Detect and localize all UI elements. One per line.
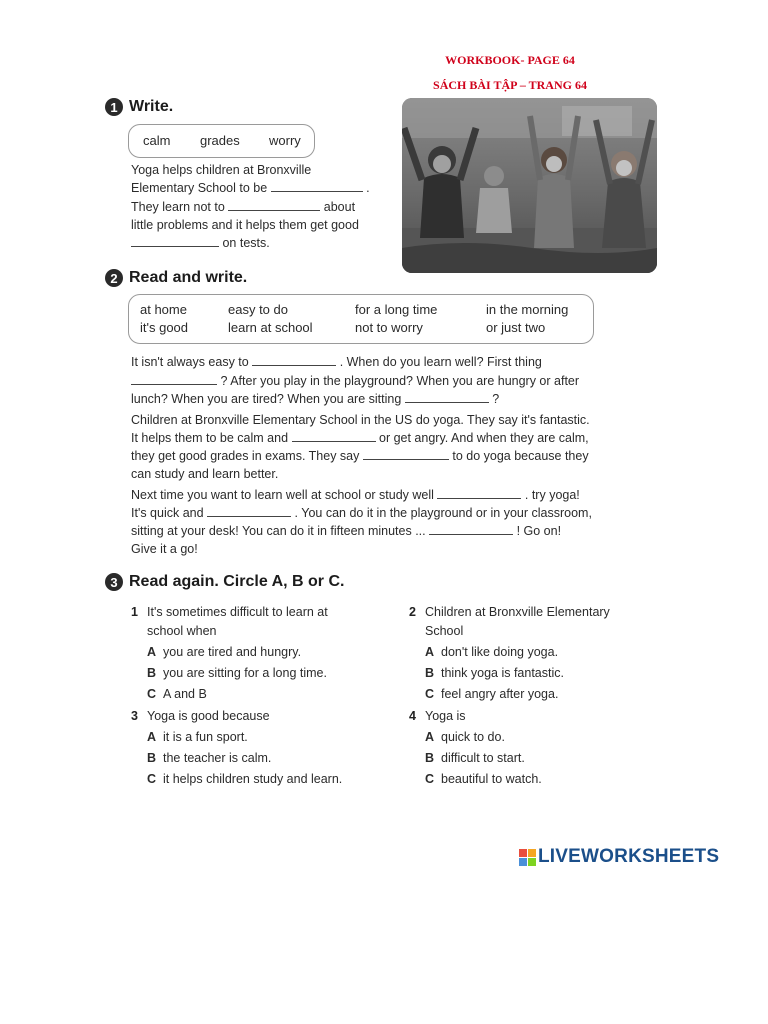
section3-heading	[105, 573, 344, 591]
answer-blank[interactable]	[271, 180, 363, 192]
section1-heading	[105, 98, 173, 116]
section2-title: Read and write.	[129, 269, 248, 286]
option-2b[interactable]: B think yoga is fantastic.	[425, 666, 564, 680]
section2-phrase-box	[128, 294, 594, 344]
header-vietnamese-page: SÁCH BÀI TẬP – TRANG 64	[433, 78, 587, 92]
section1-word-box	[128, 124, 315, 158]
s2-p1-line-1: It isn't always easy to . When do you learn well? First thing	[131, 355, 542, 369]
s2-p3-line-3: sitting at your desk! You can do it in fifteen minutes ... ! Go on!	[131, 524, 562, 538]
word-box-item: worry	[269, 133, 301, 148]
answer-blank[interactable]	[363, 448, 449, 460]
section3-title: Read again. Circle A, B or C.	[129, 573, 345, 590]
word-box-item: grades	[200, 133, 240, 148]
phrase-item: not to worry	[355, 320, 423, 335]
option-2c[interactable]: C feel angry after yoga.	[425, 687, 559, 701]
s2-p2-line-4: can study and learn better.	[131, 467, 279, 481]
s2-p3-line-1: Next time you want to learn well at school or study well . try yoga!	[131, 488, 580, 502]
phrase-item: easy to do	[228, 302, 288, 317]
s1-line-3: They learn not to about	[131, 200, 356, 214]
option-3a[interactable]: A it is a fun sport.	[147, 730, 248, 744]
answer-blank[interactable]	[405, 391, 489, 403]
question-text: It's sometimes difficult to learn at school when	[147, 605, 328, 638]
yoga-children-photo	[402, 98, 657, 273]
phrase-item: learn at school	[228, 320, 313, 335]
phrase-item: for a long time	[355, 302, 438, 317]
option-1c[interactable]: C A and B	[147, 687, 207, 701]
s2-p3-line-4: Give it a go!	[131, 542, 198, 556]
answer-blank[interactable]	[131, 235, 219, 247]
word-box-item: calm	[143, 133, 171, 148]
liveworksheets-logo-icon	[519, 849, 536, 866]
option-4c[interactable]: C beautiful to watch.	[425, 772, 542, 786]
answer-blank[interactable]	[429, 523, 513, 535]
s1-line-2: Elementary School to be .	[131, 181, 370, 195]
question-text: Yoga is	[425, 709, 466, 723]
s2-p1-line-2: ? After you play in the playground? When you are hungry or after	[131, 372, 579, 390]
option-2a[interactable]: A don't like doing yoga.	[425, 645, 559, 659]
s1-line-4: little problems and it helps them get good	[131, 218, 359, 232]
yoga-photo-illustration	[402, 98, 657, 273]
option-3b[interactable]: B the teacher is calm.	[147, 751, 272, 765]
s2-p2-line-1: Children at Bronxville Elementary School in the US do yoga. They say it's fantastic.	[131, 413, 590, 427]
liveworksheets-logo-text: LIVEWORKSHEETS	[538, 846, 720, 867]
answer-blank[interactable]	[228, 199, 320, 211]
s1-line-1: Yoga helps children at Bronxville	[131, 163, 312, 177]
s2-p3-line-2: It's quick and . You can do it in the playground or in your classroom,	[131, 506, 592, 520]
option-3c[interactable]: C it helps children study and learn.	[147, 772, 343, 786]
phrase-item: at home	[140, 302, 187, 317]
section1-number-badge: 1	[105, 98, 123, 116]
option-1b[interactable]: B you are sitting for a long time.	[147, 666, 327, 680]
liveworksheets-logo	[519, 846, 719, 868]
answer-blank[interactable]	[437, 487, 521, 499]
section2-heading	[105, 269, 247, 287]
answer-blank[interactable]	[252, 354, 336, 366]
question-text: Yoga is good because	[147, 709, 270, 723]
section2-number-badge: 2	[105, 269, 123, 287]
phrase-item: or just two	[486, 320, 546, 335]
question-number: 3	[131, 709, 138, 723]
option-4a[interactable]: A quick to do.	[425, 730, 505, 744]
option-1a[interactable]: A you are tired and hungry.	[147, 645, 302, 659]
section1-title: Write.	[129, 98, 174, 115]
s1-line-5: on tests.	[131, 234, 270, 252]
answer-blank[interactable]	[131, 373, 217, 385]
s2-p2-line-2: It helps them to be calm and or get angry. And when they are calm,	[131, 431, 589, 445]
question-text: Children at Bronxville Elementary School	[425, 605, 610, 638]
phrase-item: it's good	[140, 320, 189, 335]
option-4b[interactable]: B difficult to start.	[425, 751, 525, 765]
question-number: 2	[409, 605, 416, 619]
question-number: 1	[131, 605, 138, 619]
answer-blank[interactable]	[207, 505, 291, 517]
s2-p1-line-3: lunch? When you are tired? When you are sitting ?	[131, 392, 500, 406]
answer-blank[interactable]	[292, 430, 376, 442]
section3-number-badge: 3	[105, 573, 123, 591]
header-workbook-page: WORKBOOK- PAGE 64	[445, 53, 575, 67]
question-number: 4	[409, 709, 416, 723]
s2-p2-line-3: they get good grades in exams. They say to do yoga because they	[131, 449, 589, 463]
phrase-item: in the morning	[486, 302, 569, 317]
